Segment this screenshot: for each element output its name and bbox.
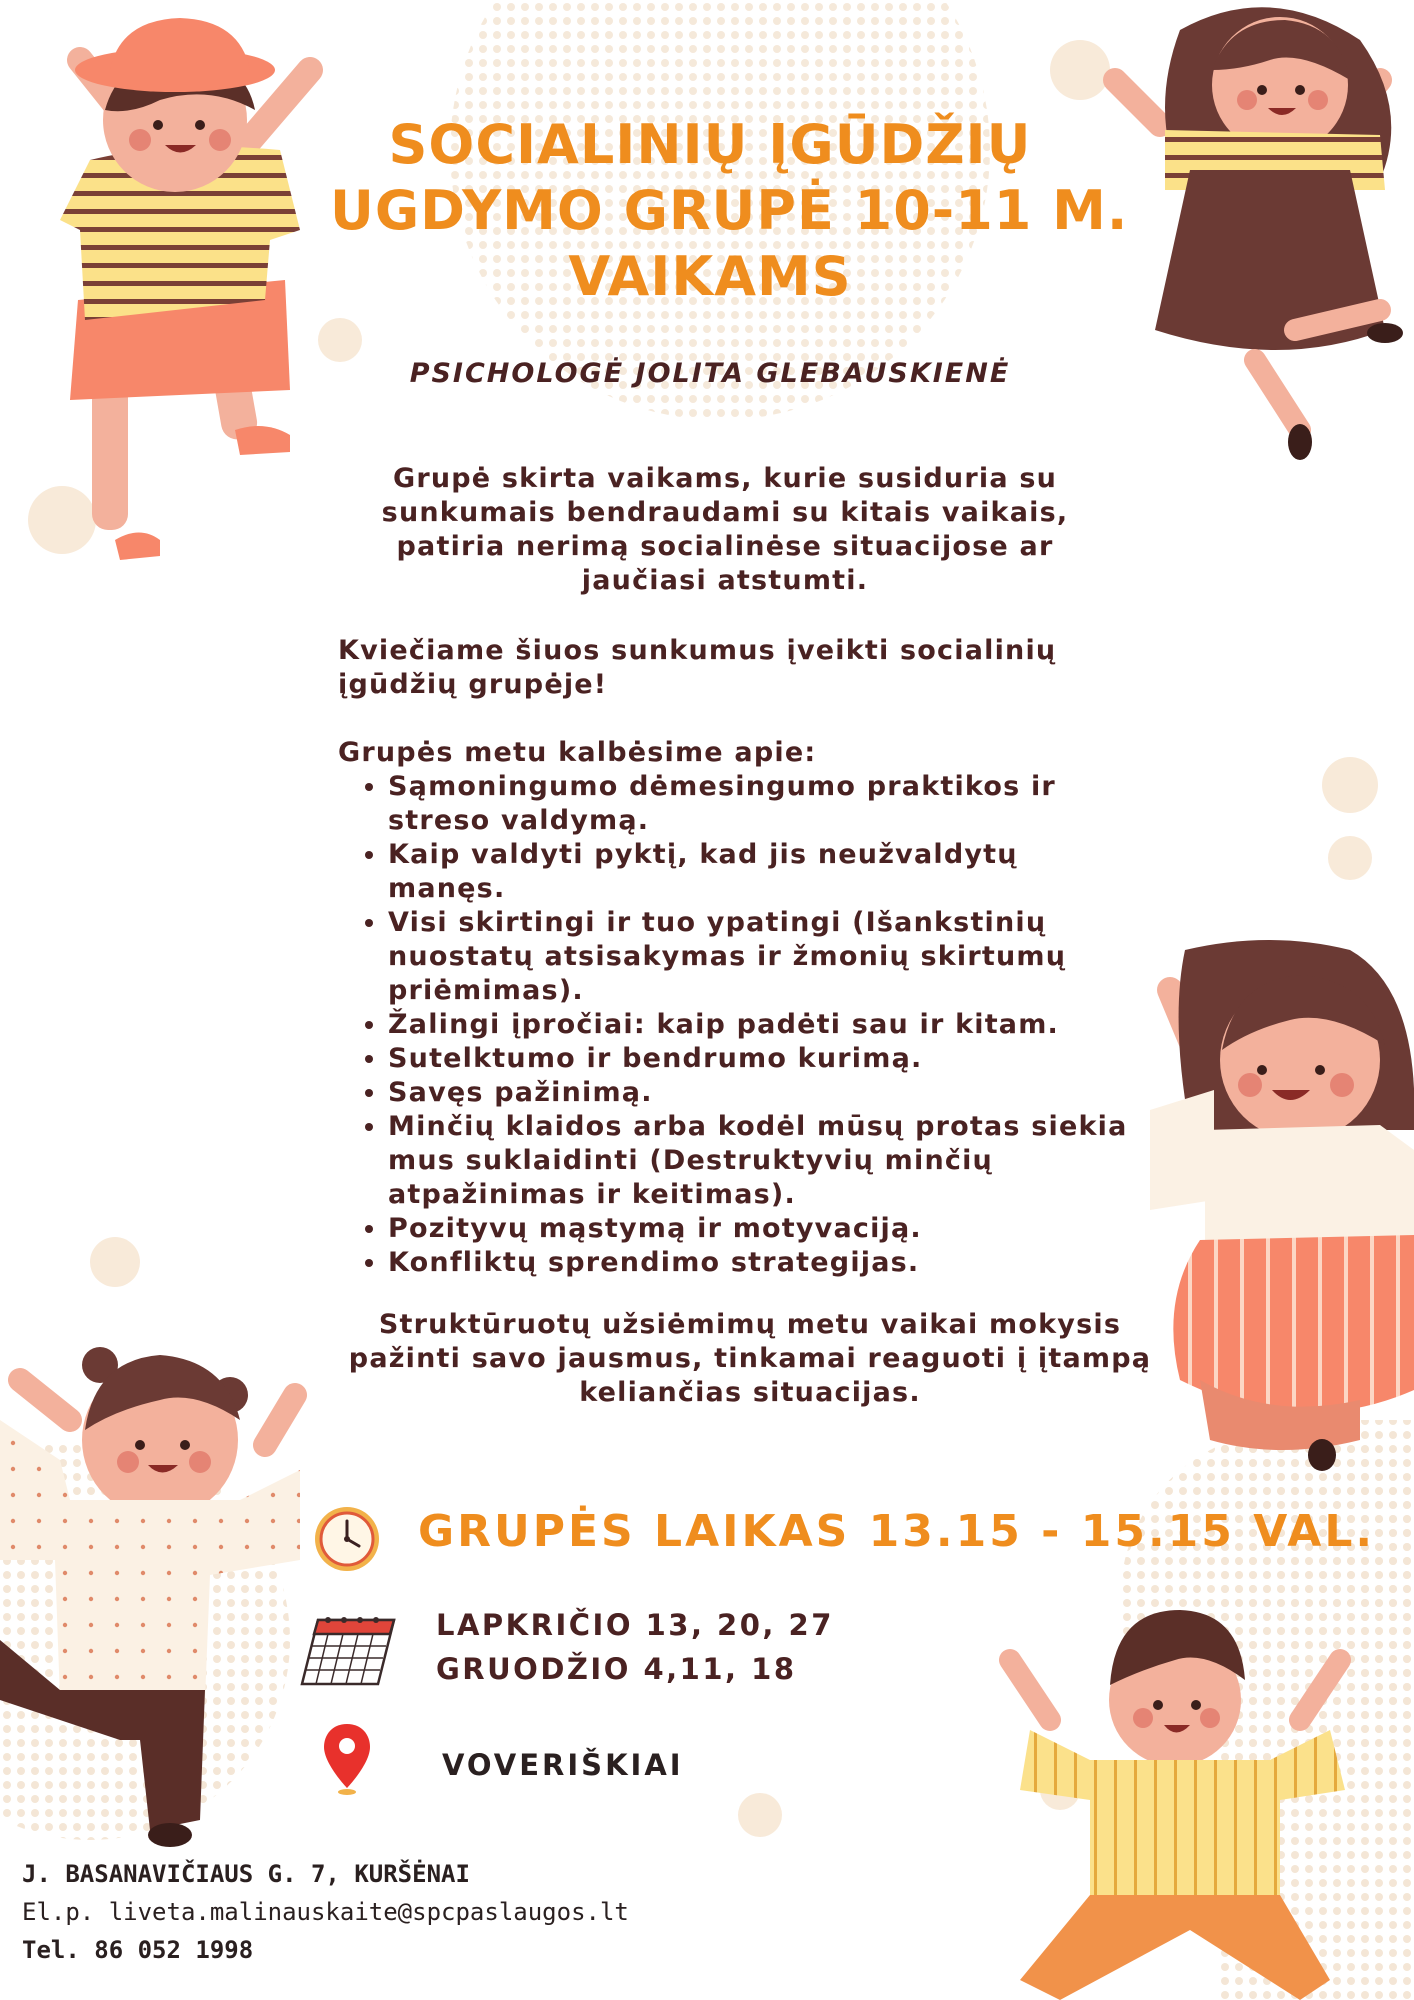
map-pin-icon: [322, 1722, 372, 1796]
psychologist-name: PSICHOLOGĖ JOLITA GLEBAUSKIENĖ: [409, 358, 1011, 389]
invite-paragraph: Kviečiame šiuos sunkumus įveikti socialinių įgūdžių grupėje!: [338, 635, 1057, 700]
list-item: • Savęs pažinimą.: [388, 1076, 1138, 1110]
contact-address: J. BASANAVIČIAUS G. 7, KURŠĖNAI: [22, 1860, 470, 1888]
intro-paragraph: Grupė skirta vaikams, kurie susiduria su sunkumais bendraudami su kitais vaikais, patiria nerimą socialinėse situacijose ar jaučiasi atstumti.: [381, 463, 1069, 596]
topics-section: [338, 736, 1138, 1280]
topics-list: [338, 770, 1138, 1280]
title-line-1: SOCIALINIŲ ĮGŪDŽIŲ: [388, 113, 1032, 176]
list-item: • Visi skirtingi ir tuo ypatingi (Išankstinių nuostatų atsisakymas ir žmonių skirtumų priėmimas).: [388, 906, 1138, 1008]
calendar-icon: [298, 1612, 398, 1692]
list-item: • Sąmoningumo dėmesingumo praktikos ir streso valdymą.: [388, 770, 1138, 838]
closing-paragraph: Struktūruotų užsiėmimų metu vaikai mokysis pažinti savo jausmus, tinkamai reaguoti į įtampą keliančias situacijas.: [348, 1309, 1152, 1408]
list-item: • Minčių klaidos arba kodėl mūsų protas siekia mus suklaidinti (Destruktyvių minčių atpažinimas ir keitimas).: [388, 1110, 1138, 1212]
list-item: • Kaip valdyti pyktį, kad jis neužvaldytų manęs.: [388, 838, 1138, 906]
contact-phone[interactable]: Tel. 86 052 1998: [22, 1936, 254, 1964]
dates-december: GRUODŽIO 4,11, 18: [436, 1652, 797, 1686]
list-item: • Konfliktų sprendimo strategijas.: [388, 1246, 1138, 1280]
contact-email[interactable]: El.p. liveta.malinauskaite@spcpaslaugos.lt: [22, 1898, 629, 1926]
list-item: • Sutelktumo ir bendrumo kurimą.: [388, 1042, 1138, 1076]
group-time: GRUPĖS LAIKAS 13.15 - 15.15 VAL.: [418, 1506, 1376, 1557]
topics-heading: Grupės metu kalbėsime apie:: [338, 737, 817, 768]
title-line-2: UGDYMO GRUPĖ 10-11 M.: [330, 179, 1129, 242]
title-line-3: VAIKAMS: [568, 245, 852, 308]
list-item: • Žalingi įpročiai: kaip padėti sau ir kitam.: [388, 1008, 1138, 1042]
clock-icon: [312, 1504, 382, 1574]
dates-november: LAPKRIČIO 13, 20, 27: [436, 1608, 834, 1642]
list-item: • Pozityvų mąstymą ir motyvaciją.: [388, 1212, 1138, 1246]
location: VOVERIŠKIAI: [442, 1748, 684, 1782]
page-title: [330, 112, 1129, 310]
